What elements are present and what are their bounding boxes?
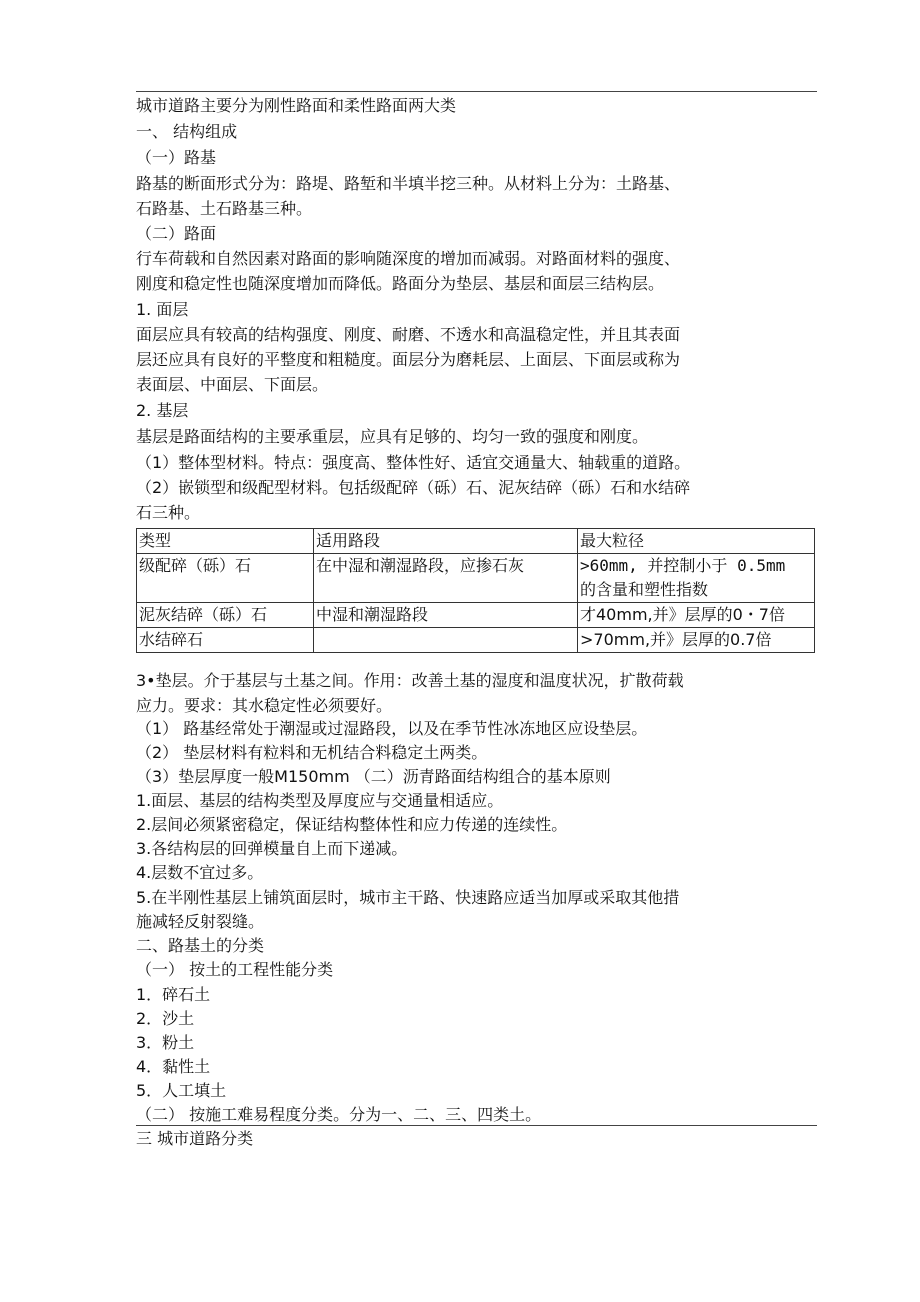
list-item: 1.面层、基层的结构类型及厚度应与交通量相适应。: [136, 791, 504, 810]
subsection-heading: （二） 按施工难易程度分类。分为一、二、三、四类土。: [136, 1105, 542, 1124]
table-cell: 级配碎（砾）石: [137, 554, 314, 603]
list-heading: 2. 基层: [136, 401, 189, 420]
table-cell: 中湿和潮湿路段: [314, 603, 578, 628]
table-header-cell: 最大粒径: [578, 529, 815, 554]
paragraph-line: 层还应具有良好的平整度和粗糙度。面层分为磨耗层、上面层、下面层或称为: [136, 350, 681, 369]
subsection-heading: （一）路基: [136, 148, 217, 167]
list-item: 3.各结构层的回弹模量自上而下递减。: [136, 839, 408, 858]
paragraph-line: 施减轻反射裂缝。: [136, 912, 265, 931]
table-cell: 在中湿和潮湿路段，应掺石灰: [314, 554, 578, 603]
list-item: 4．黏性土: [136, 1057, 211, 1076]
table-cell: 泥灰结碎（砾）石: [137, 603, 314, 628]
material-table: [136, 528, 815, 653]
paragraph-line: 石路基、土石路基三种。: [136, 199, 313, 218]
paragraph-line: 3•垫层。介于基层与土基之间。作用：改善土基的湿度和温度状况，扩散荷载: [136, 671, 684, 690]
paragraph-line: 石三种。: [136, 503, 201, 522]
paragraph-line: 表面层、中面层、下面层。: [136, 375, 329, 394]
table-cell-line: 的含量和塑性指数: [580, 580, 709, 599]
section-heading: 三 城市道路分类: [136, 1129, 254, 1148]
list-item: 2．沙土: [136, 1009, 195, 1028]
subsection-heading: （二）路面: [136, 224, 217, 243]
list-item: 5．人工填土: [136, 1081, 227, 1100]
table-cell: [578, 554, 815, 603]
paragraph-line: （1）整体型材料。特点：强度高、整体性好、适宜交通量大、轴载重的道路。: [136, 453, 691, 472]
table-cell: 才40mm,并》层厚的0・7倍: [578, 603, 815, 628]
paragraph-line: 路基的断面形式分为：路堤、路堑和半填半挖三种。从材料上分为：土路基、: [136, 174, 681, 193]
paragraph-line: 刚度和稳定性也随深度增加而降低。路面分为垫层、基层和面层三结构层。: [136, 274, 665, 293]
paragraph-line: （2）嵌锁型和级配型材料。包括级配碎（砾）石、泥灰结碎（砾）石和水结碎: [136, 478, 691, 497]
paragraph-line: 基层是路面结构的主要承重层，应具有足够的、均匀一致的强度和刚度。: [136, 427, 649, 446]
paragraph-line: 应力。要求：其水稳定性必须要好。: [136, 696, 393, 715]
list-item: （3）垫层厚度一般M150mm （二）沥青路面结构组合的基本原则: [136, 767, 611, 786]
list-item: （1） 路基经常处于潮湿或过湿路段，以及在季节性冰冻地区应设垫层。: [136, 719, 648, 738]
table-row: [137, 603, 815, 628]
table-header-row: [137, 529, 815, 554]
list-item: 1．碎石土: [136, 985, 211, 1004]
subsection-heading: （一） 按土的工程性能分类: [136, 960, 334, 979]
table-row: [137, 554, 815, 603]
list-item: 5.在半刚性基层上铺筑面层时，城市主干路、快速路应适当加厚或采取其他措: [136, 888, 680, 907]
table-cell: [314, 628, 578, 653]
list-item: 2.层间必须紧密稳定，保证结构整体性和应力传递的连续性。: [136, 815, 568, 834]
table-cell: >70mm,并》层厚的0.7倍: [578, 628, 815, 653]
list-item: 3．粉土: [136, 1033, 195, 1052]
table-cell: 水结碎石: [137, 628, 314, 653]
table-header-cell: 类型: [137, 529, 314, 554]
table-header-cell: 适用路段: [314, 529, 578, 554]
table-cell-line: >60mm, 并控制小于 0.5mm: [580, 556, 786, 575]
list-heading: 1. 面层: [136, 300, 189, 319]
top-rule: [136, 91, 817, 92]
section-heading: 一、 结构组成: [136, 122, 238, 141]
list-item: （2） 垫层材料有粒料和无机结合料稳定土两类。: [136, 743, 488, 762]
paragraph-line: 行车荷载和自然因素对路面的影响随深度的增加而减弱。对路面材料的强度、: [136, 249, 681, 268]
paragraph-line: 面层应具有较高的结构强度、刚度、耐磨、不透水和高温稳定性，并且其表面: [136, 325, 681, 344]
section-heading: 二、路基土的分类: [136, 936, 265, 955]
doc-title: 城市道路主要分为刚性路面和柔性路面两大类: [136, 96, 457, 115]
table-row: [137, 628, 815, 653]
list-item: 4.层数不宜过多。: [136, 863, 264, 882]
